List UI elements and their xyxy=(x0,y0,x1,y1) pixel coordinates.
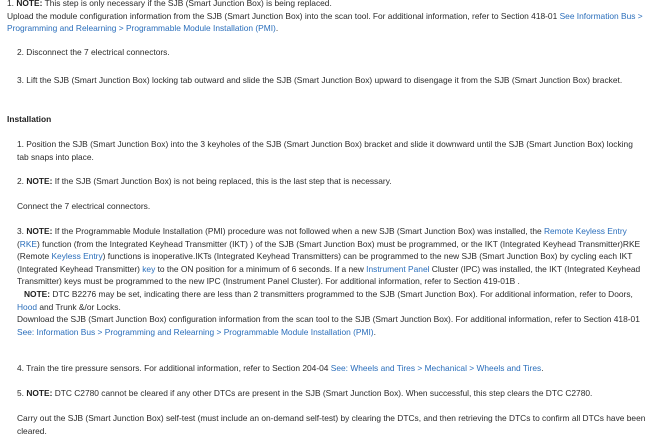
installation-step-3: 3. NOTE: If the Programmable Module Installation (PMI) procedure was not followed when a new SJB (Smart Junction Box) was installed, the Remote Keyless Entry (RKE) function (from the Integrated Keyhead Transmitter (IKT) ) of the SJB (Smart Junction Box) must be programmed, or the IKT (Integrated Keyhead Transmitter)RKE (Remote Keyless Entry) functions is inoperative.IKTs (Integrated Keyhead Transmitters) can be programmed to the new SJB (Smart Junction Box) by cycling each IKT (Integrated Keyhead Transmitter) key to the ON position for a minimum of 6 seconds. If a new Instrument Panel Cluster (IPC) was installed, the IKT (Integrated Keyhead Transmitter) keys must be programmed to the new IPC (Instrument Panel Cluster). For additional information, refer to Section 419-01B . NOTE: DTC B2276 may be set, indicating there are less than 2 transmitters programmed to the SJB (Smart Junction Box). For additional information, refer to Doors, Hood and Trunk &/or Locks. Download the SJB (Smart Junction Box) configuration information from the scan tool to the SJB (Smart Junction Box). For additional information, refer to Section 418-01 See: Information Bus > Programming and Relearning > Programmable Module Installation (PMI). xyxy=(17,226,641,337)
note-label: NOTE: xyxy=(16,0,43,8)
key-link[interactable]: key xyxy=(142,263,156,274)
note-label: NOTE: xyxy=(26,388,53,398)
removal-step-2: 2. Disconnect the 7 electrical connectors. xyxy=(17,47,170,57)
note-text: If the SJB (Smart Junction Box) is not being replaced, this is the last step that is necessary. xyxy=(54,176,392,186)
note-text: DTC C2780 cannot be cleared if any other DTCs are present in the SJB (Smart Junction Box). When successful, this step clears the DTC C2780. xyxy=(54,388,593,398)
installation-step-2 xyxy=(17,175,646,188)
installation-step-2-action: Connect the 7 electrical connectors. xyxy=(17,201,151,211)
step-text: Upload the module configuration information from the SJB (Smart Junction Box) into the scan tool. For additional information, refer to Section 418-01 xyxy=(7,10,558,21)
pmi-link[interactable]: See Information Bus > Programming and Relearning > Programmable Module Installation (PMI) xyxy=(7,10,643,34)
note-label: NOTE: xyxy=(26,176,53,186)
installation-heading: Installation xyxy=(7,114,52,124)
installation-step-4: 4. Train the tire pressure sensors. For additional information, refer to Section 204-04 See: Wheels and Tires > Mechanical > Wheels and Tires. xyxy=(17,363,544,373)
note-label: NOTE: xyxy=(24,288,51,299)
note-label: NOTE: xyxy=(26,226,53,236)
pmi-link[interactable]: See: Information Bus > Programming and Relearning > Programmable Module Installation (PMI) xyxy=(17,326,374,337)
step-number: 1. xyxy=(7,0,14,8)
step-number: 3. xyxy=(17,226,24,236)
removal-step-1: 1. NOTE: This step is only necessary if the SJB (Smart Junction Box) is being replaced. Upload the module configuration information from the SJB (Smart Junction Box) into the scan tool. For additional information, refer to Section 418-01 See Information Bus > Programming and Relearning > Programmable Module Installation (PMI). xyxy=(7,0,643,34)
installation-step-5 xyxy=(17,387,646,400)
wheels-and-tires-link[interactable]: See: Wheels and Tires > Mechanical > Wheels and Tires xyxy=(330,363,542,373)
installation-step-1: 1. Position the SJB (Smart Junction Box) into the 3 keyholes of the SJB (Smart Junction Box) bracket and slide it downward until the SJB (Smart Junction Box) locking tab snaps into place. xyxy=(17,139,633,162)
installation-step-5-action: Carry out the SJB (Smart Junction Box) self-test (must include an on-demand self-test) by clearing the DTCs, and then retrieving the DTCs to confirm all DTCs have been cleared. xyxy=(17,413,646,436)
hood-link[interactable]: Hood xyxy=(17,301,38,312)
note-text: This step is only necessary if the SJB (Smart Junction Box) is being replaced. xyxy=(44,0,332,8)
instrument-panel-link[interactable]: Instrument Panel xyxy=(366,263,430,274)
remote-keyless-entry-link[interactable]: Remote Keyless Entry xyxy=(543,226,627,236)
removal-step-3: 3. Lift the SJB (Smart Junction Box) locking tab outward and slide the SJB (Smart Junction Box) upward to disengage it from the SJB (Smart Junction Box) bracket. xyxy=(17,75,623,85)
step-number: 2. xyxy=(17,176,24,186)
rke-link[interactable]: RKE xyxy=(19,238,38,249)
keyless-entry-link[interactable]: Keyless Entry xyxy=(51,251,103,262)
step-number: 5. xyxy=(17,388,24,398)
